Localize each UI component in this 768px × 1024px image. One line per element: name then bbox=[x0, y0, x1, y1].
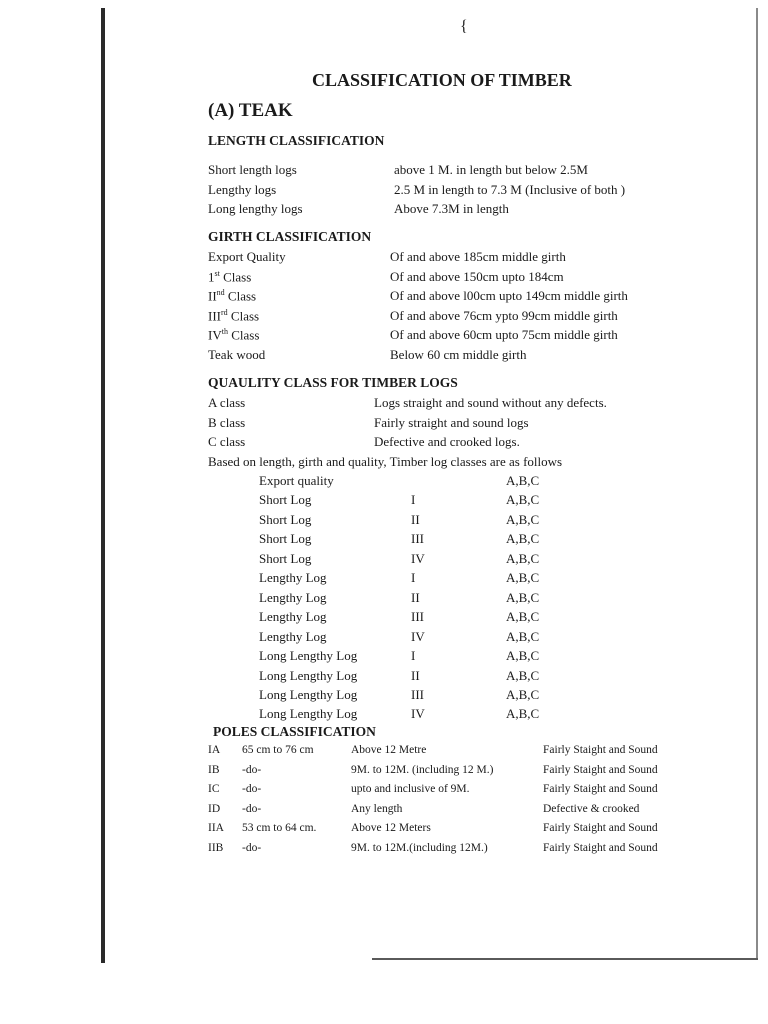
log-class-girth: IV bbox=[411, 628, 425, 644]
girth-class-desc: Of and above 76cm ypto 99cm middle girth bbox=[390, 307, 618, 323]
log-class-quality: A,B,C bbox=[506, 511, 540, 527]
girth-class-desc: Of and above 185cm middle girth bbox=[390, 249, 566, 264]
quality-class-name: B class bbox=[208, 414, 246, 430]
pole-class: IIA bbox=[208, 822, 224, 835]
length-class-desc: Above 7.3M in length bbox=[394, 201, 509, 216]
pole-girth: -do- bbox=[242, 763, 262, 776]
pole-length: Any length bbox=[351, 802, 403, 815]
log-class-length: Lengthy Log bbox=[259, 609, 327, 625]
length-class-name: Short length logs bbox=[208, 162, 297, 177]
pole-length: Above 12 Meters bbox=[351, 822, 431, 835]
pole-girth: -do- bbox=[242, 842, 262, 854]
pole-length: upto and inclusive of 9M. bbox=[351, 783, 470, 796]
length-class-name: Lengthy logs bbox=[208, 181, 277, 197]
log-class-length: Long Lengthy Log bbox=[259, 648, 358, 664]
girth-class-name: 1st Class bbox=[208, 268, 252, 284]
log-class-length: Long Lengthy Log bbox=[259, 667, 358, 683]
scan-left-edge bbox=[101, 8, 105, 963]
log-class-girth: III bbox=[411, 609, 424, 625]
girth-class-desc: Of and above l00cm upto 149cm middle girth bbox=[390, 288, 628, 304]
log-class-length: Lengthy Log bbox=[259, 570, 327, 586]
log-class-girth: II bbox=[411, 589, 420, 605]
pole-quality: Fairly Staight and Sound bbox=[543, 822, 658, 835]
quality-class-name: C class bbox=[208, 434, 246, 449]
quality-class-desc: Defective and crooked logs. bbox=[374, 434, 520, 449]
scan-bottom-edge bbox=[372, 958, 758, 960]
log-class-quality: A,B,C bbox=[506, 706, 540, 722]
log-class-length: Lengthy Log bbox=[259, 589, 327, 605]
pole-length: Above 12 Metre bbox=[351, 744, 427, 756]
quality-class-heading: QUAULITY CLASS FOR TIMBER LOGS bbox=[208, 375, 458, 390]
pole-class: IA bbox=[208, 744, 221, 756]
quality-class-name: A class bbox=[208, 395, 246, 410]
girth-class-name: Export Quality bbox=[208, 249, 286, 264]
pole-quality: Fairly Staight and Sound bbox=[543, 783, 658, 796]
log-class-length: Long Lengthy Log bbox=[259, 686, 358, 702]
length-class-desc: above 1 M. in length but below 2.5M bbox=[394, 162, 588, 177]
pole-quality: Fairly Staight and Sound bbox=[543, 842, 658, 854]
pole-class: IC bbox=[208, 783, 220, 796]
pole-girth: 53 cm to 64 cm. bbox=[242, 822, 317, 835]
pole-quality: Defective & crooked bbox=[543, 802, 640, 815]
log-class-length: Long Lengthy Log bbox=[259, 706, 358, 722]
length-class-name: Long lengthy logs bbox=[208, 201, 303, 216]
pole-girth: -do- bbox=[242, 802, 262, 815]
log-class-length: Short Log bbox=[259, 492, 312, 508]
girth-class-desc: Of and above 150cm upto 184cm bbox=[390, 268, 564, 284]
pole-class: IB bbox=[208, 763, 220, 776]
pole-girth: -do- bbox=[242, 783, 262, 796]
log-class-quality: A,B,C bbox=[506, 589, 540, 605]
log-class-length: Export quality bbox=[259, 473, 334, 488]
pole-girth: 65 cm to 76 cm bbox=[242, 744, 314, 756]
log-class-girth: I bbox=[411, 570, 416, 586]
pole-class: IIB bbox=[208, 842, 224, 854]
girth-class-name: IIIrd Class bbox=[208, 307, 260, 324]
quality-class-desc: Fairly straight and sound logs bbox=[374, 414, 529, 430]
log-class-girth: IV bbox=[411, 550, 425, 566]
log-class-length: Lengthy Log bbox=[259, 628, 327, 644]
length-classification-heading: LENGTH CLASSIFICATION bbox=[208, 133, 385, 148]
scan-right-edge bbox=[756, 8, 758, 958]
length-class-desc: 2.5 M in length to 7.3 M (Inclusive of both ) bbox=[394, 181, 626, 197]
log-class-quality: A,B,C bbox=[506, 667, 540, 683]
log-class-quality: A,B,C bbox=[506, 609, 540, 625]
pole-class: ID bbox=[208, 802, 221, 815]
log-class-quality: A,B,C bbox=[506, 628, 540, 644]
log-class-quality: A,B,C bbox=[506, 570, 540, 586]
page-mark: { bbox=[460, 18, 468, 35]
pole-quality: Fairly Staight and Sound bbox=[543, 763, 658, 776]
log-class-length: Short Log bbox=[259, 511, 312, 527]
log-class-quality: A,B,C bbox=[506, 492, 540, 508]
log-class-girth: III bbox=[411, 686, 424, 702]
girth-classification-heading: GIRTH CLASSIFICATION bbox=[208, 229, 372, 244]
log-class-quality: A,B,C bbox=[506, 550, 540, 566]
log-class-girth: II bbox=[411, 667, 420, 683]
log-class-length: Short Log bbox=[259, 531, 312, 547]
girth-class-name: IVth Class bbox=[208, 327, 260, 343]
girth-class-desc: Below 60 cm middle girth bbox=[390, 347, 527, 362]
girth-class-name: Teak wood bbox=[208, 347, 266, 362]
pole-quality: Fairly Staight and Sound bbox=[543, 744, 658, 756]
log-class-girth: I bbox=[411, 648, 416, 664]
section-title-teak: (A) TEAK bbox=[208, 100, 293, 121]
log-class-girth: III bbox=[411, 531, 424, 547]
log-class-quality: A,B,C bbox=[506, 686, 540, 702]
quality-class-desc: Logs straight and sound without any defects. bbox=[374, 395, 607, 410]
log-classes-note: Based on length, girth and quality, Timber log classes are as follows bbox=[208, 454, 563, 469]
document-title: CLASSIFICATION OF TIMBER bbox=[312, 70, 572, 90]
girth-class-desc: Of and above 60cm upto 75cm middle girth bbox=[390, 327, 618, 343]
log-class-quality: A,B,C bbox=[506, 473, 540, 488]
log-class-quality: A,B,C bbox=[506, 648, 540, 664]
pole-length: 9M. to 12M.(including 12M.) bbox=[351, 842, 488, 854]
poles-classification-heading: POLES CLASSIFICATION bbox=[213, 724, 376, 739]
log-class-girth: IV bbox=[411, 706, 425, 722]
log-class-length: Short Log bbox=[259, 550, 312, 566]
girth-class-name: IInd Class bbox=[208, 288, 257, 304]
log-class-girth: I bbox=[411, 492, 416, 508]
log-class-quality: A,B,C bbox=[506, 531, 540, 547]
log-class-girth: II bbox=[411, 511, 420, 527]
pole-length: 9M. to 12M. (including 12 M.) bbox=[351, 763, 494, 776]
